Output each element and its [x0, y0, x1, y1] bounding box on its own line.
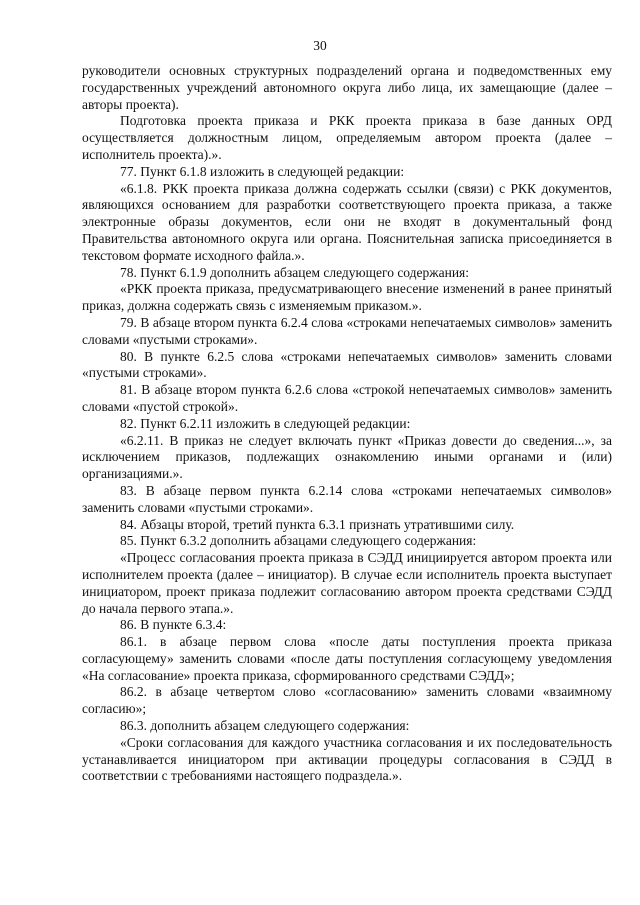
paragraph: Подготовка проекта приказа и РКК проекта приказа в базе данных ОРД осуществляется должностным лицом, определяемым автором проекта (далее – исполнитель проекта).». [82, 113, 612, 162]
paragraph-item-77: 77. Пункт 6.1.8 изложить в следующей редакции: [120, 163, 405, 179]
paragraph: «6.2.11. В приказ не следует включать пункт «Приказ довести до сведения...», за исключением приказов, подлежащих ознакомлению иными органами и (или) организациями.». [82, 432, 612, 482]
paragraph-item-86-2: 86.2. в абзаце четвертом слово «согласованию» заменить словами «взаимному согласию»; [82, 684, 612, 717]
paragraph-item-81: 81. В абзаце втором пункта 6.2.6 слова «строкой непечатаемых символов» заменить словами «пустой строкой». [82, 382, 612, 414]
paragraph-item-80: 80. В пункте 6.2.5 слова «строками непечатаемых символов» заменить словами «пустыми строками». [82, 348, 612, 381]
paragraph-item-83: 83. В абзаце первом пункта 6.2.14 слова «строками непечатаемых символов» заменить словами «пустыми строками». [82, 482, 612, 515]
paragraph-item-85: 85. Пункт 6.3.2 дополнить абзацами следующего содержания: [120, 533, 477, 549]
paragraph: «Процесс согласования проекта приказа в СЭДД инициируется автором проекта или исполнителем проекта (далее – инициатор). В случае если исполнитель проекта выступает инициатором, проект приказа подлежит согласованию автором проекта средствами СЭДД до начала первого этапа.». [82, 550, 612, 616]
paragraph: «Сроки согласования для каждого участника согласования и их последовательность устанавливается инициатором при активации процедуры согласования в СЭДД в соответствии с требованиями настоящего подраздела.». [82, 734, 612, 784]
document-body [82, 63, 612, 785]
paragraph-item-82: 82. Пункт 6.2.11 изложить в следующей редакции: [120, 415, 411, 431]
paragraph-item-78: 78. Пункт 6.1.9 дополнить абзацем следующего содержания: [120, 264, 470, 280]
paragraph-item-86-3: 86.3. дополнить абзацем следующего содержания: [120, 718, 410, 734]
paragraph-continuation: руководители основных структурных подразделений органа и подведомственных ему государственных учреждений автономного округа либо лица, их замещающие (далее – авторы проекта). [82, 63, 612, 112]
paragraph: «РКК проекта приказа, предусматривающего внесение изменений в ранее принятый приказ, должна содержать связь с изменяемым приказом.». [82, 281, 612, 314]
paragraph-item-84: 84. Абзацы второй, третий пункта 6.3.1 признать утратившими силу. [120, 516, 515, 532]
paragraph: «6.1.8. РКК проекта приказа должна содержать ссылки (связи) с РКК документов, являющихся основанием для разработки соответствующего проекта приказа, а также электронные образы документов, если они не входят в документальный фонд Правительства автономного округа или органа. Пояснительная записка присоединяется в текстовом формате исходного файла.». [82, 180, 612, 263]
page-number: 30 [313, 38, 327, 53]
paragraph-item-86-1: 86.1. в абзаце первом слова «после даты поступления проекта приказа согласующему» заменить словами «после даты поступления согласующему уведомления «На согласование» проекта приказа, сформированного средствами СЭДД»; [82, 634, 612, 683]
paragraph-item-79: 79. В абзаце втором пункта 6.2.4 слова «строками непечатаемых символов» заменить словами «пустыми строками». [82, 314, 612, 347]
paragraph-item-86: 86. В пункте 6.3.4: [120, 617, 227, 633]
